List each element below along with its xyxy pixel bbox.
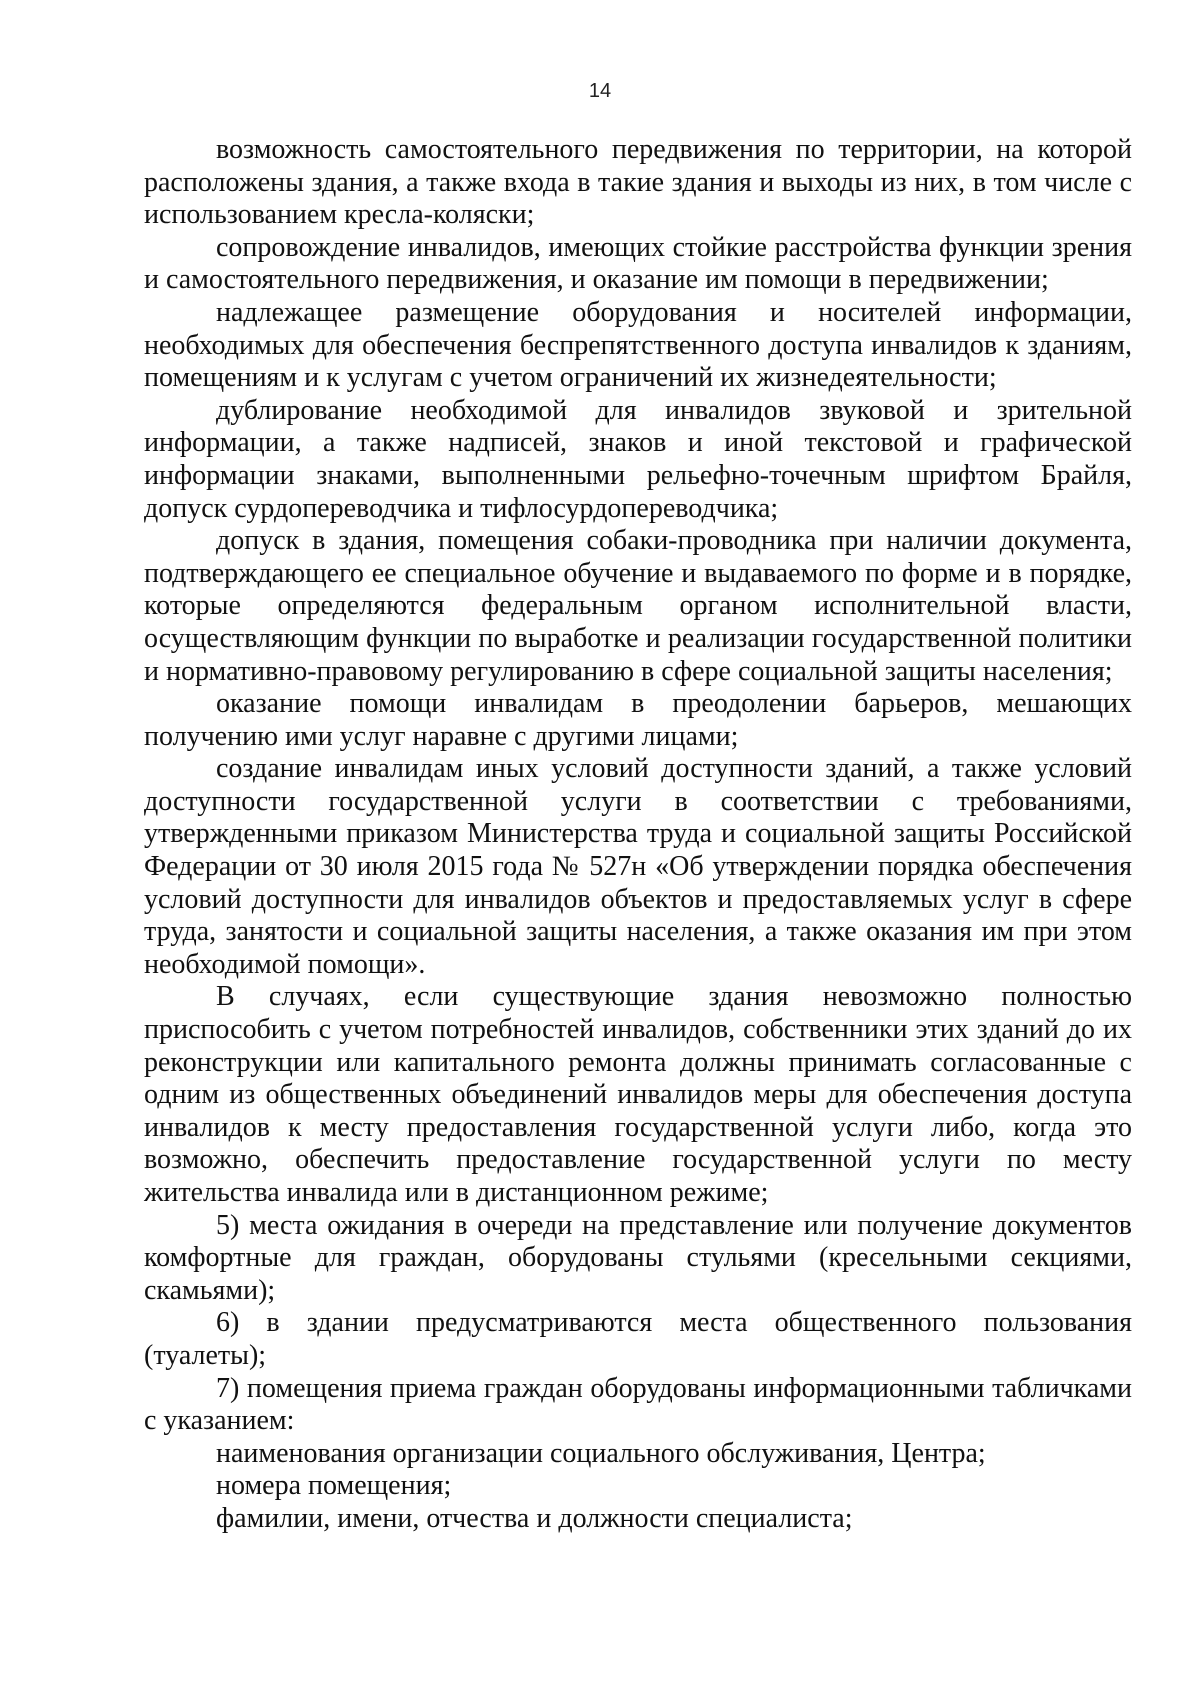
paragraph: оказание помощи инвалидам в преодолении барьеров, мешающих получению ими услуг наравне с другими лицами; <box>144 688 1132 752</box>
page-number: 14 <box>588 80 612 102</box>
paragraph: В случаях, если существующие здания невозможно полностью приспособить с учетом потребностей инвалидов, собственники этих зданий до их реконструкции или капитального ремонта должны принимать согласованные с одним из общественных объединений инвалидов меры для обеспечения доступа инвалидов к месту предоставления государственной услуги либо, когда это возможно, обеспечить предоставление государственной услуги по месту жительства инвалида или в дистанционном режиме; <box>144 981 1132 1208</box>
paragraph: надлежащее размещение оборудования и носителей информации, необходимых для обеспечения беспрепятственного доступа инвалидов к зданиям, помещениям и к услугам с учетом ограничений их жизнедеятельности; <box>144 296 1132 394</box>
paragraph: наименования организации социального обслуживания, Центра; <box>216 1437 986 1469</box>
paragraph: создание инвалидам иных условий доступности зданий, а также условий доступности государственной услуги в соответствии с требованиями, утвержденными приказом Министерства труда и социальной защиты Российской Федерации от 30 июля 2015 года № 527н «Об утверждении порядка обеспечения условий доступности для инвалидов объектов и предоставляемых услуг в сфере труда, занятости и социальной защиты населения, а также оказания им при этом необходимой помощи». <box>144 753 1132 980</box>
paragraph: дублирование необходимой для инвалидов звуковой и зрительной информации, а также надписей, знаков и иной текстовой и графической информации знаками, выполненными рельефно-точечным шрифтом Брайля, допуск сурдопереводчика и тифлосурдопереводчика; <box>144 394 1132 524</box>
paragraph: номера помещения; <box>216 1470 452 1502</box>
paragraph: допуск в здания, помещения собаки-проводника при наличии документа, подтверждающего ее специальное обучение и выдаваемого по форме и в порядке, которые определяются федеральным органом исполнительной власти, осуществляющим функции по выработке и реализации государственной политики и нормативно-правовому регулированию в сфере социальной защиты населения; <box>144 525 1132 687</box>
paragraph: возможность самостоятельного передвижения по территории, на которой расположены здания, а также входа в такие здания и выходы из них, в том числе с использованием кресла-коляски; <box>144 134 1132 231</box>
paragraph: 7) помещения приема граждан оборудованы информационными табличками с указанием: <box>144 1372 1132 1437</box>
paragraph: 6) в здании предусматриваются места общественного пользования (туалеты); <box>144 1307 1132 1371</box>
paragraph: 5) места ожидания в очереди на представление или получение документов комфортные для граждан, оборудованы стульями (кресельными секциями, скамьями); <box>144 1209 1132 1306</box>
paragraph: фамилии, имени, отчества и должности специалиста; <box>216 1502 853 1534</box>
document-body <box>144 134 1132 1536</box>
paragraph: сопровождение инвалидов, имеющих стойкие расстройства функции зрения и самостоятельного передвижения, и оказание им помощи в передвижении; <box>144 231 1132 296</box>
